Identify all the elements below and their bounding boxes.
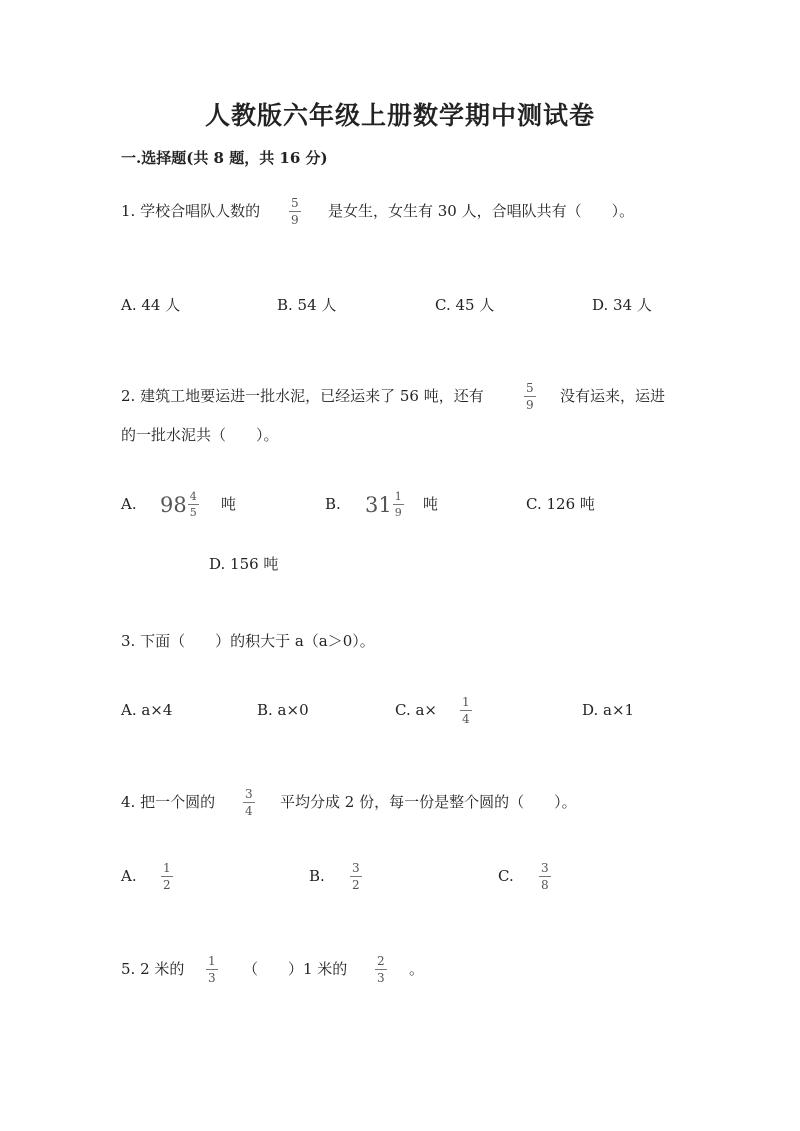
q2-option-a-denominator: 5 [189, 506, 197, 519]
q2-option-a-numerator: 4 [189, 490, 197, 503]
q5-fraction-2 [375, 955, 387, 984]
q4-option-b-label[interactable]: B. [309, 867, 325, 885]
q2-option-a-whole: 98 [160, 492, 187, 517]
q1-option-d[interactable]: D. 34 人 [592, 296, 652, 314]
q5-stem-cont: （ ）1 米的 [243, 960, 348, 978]
q2-fraction [524, 382, 536, 411]
q4-stem-cont: 平均分成 2 份，每一份是整个圆的（ ）。 [280, 793, 577, 811]
q2-option-b-numerator: 1 [394, 490, 402, 503]
q2-option-a-fraction [188, 491, 199, 518]
q4-option-c-numerator: 3 [541, 861, 549, 875]
q5-stem: 5. 2 米的 [121, 960, 185, 978]
q2-option-b-whole: 31 [365, 492, 392, 517]
q1-fraction-numerator: 5 [291, 196, 299, 210]
q2-fraction-numerator: 5 [526, 381, 534, 395]
section-heading: 一.选择题(共 8 题，共 16 分) [121, 149, 328, 167]
q5-fraction-2-numerator: 2 [377, 954, 385, 968]
q4-option-a-label[interactable]: A. [121, 867, 137, 885]
q4-fraction-numerator: 3 [245, 787, 253, 801]
q2-option-d[interactable]: D. 156 吨 [209, 555, 279, 573]
q4-option-c-fraction[interactable] [539, 862, 551, 891]
q3-option-c-denominator: 4 [462, 712, 470, 726]
q2-stem-cont: 没有运来，运进 [560, 387, 666, 405]
q1-stem-cont: 是女生，女生有 30 人，合唱队共有（ ）。 [328, 202, 635, 220]
q2-option-a-unit: 吨 [221, 495, 237, 513]
q3-option-b[interactable]: B. a×0 [257, 701, 309, 719]
q1-fraction-denominator: 9 [291, 213, 299, 227]
q3-option-d[interactable]: D. a×1 [582, 701, 635, 719]
q2-option-a-label[interactable]: A. [121, 495, 137, 513]
q2-option-c[interactable]: C. 126 吨 [526, 495, 595, 513]
q5-fraction-1-numerator: 1 [208, 954, 216, 968]
q2-option-b-unit: 吨 [423, 495, 439, 513]
q3-option-c[interactable]: C. a× [395, 701, 437, 719]
q3-stem: 3. 下面（ ）的积大于 a（a＞0）。 [121, 632, 375, 650]
q4-option-b-numerator: 3 [352, 861, 360, 875]
q1-option-c[interactable]: C. 45 人 [435, 296, 495, 314]
q4-option-a-numerator: 1 [163, 861, 171, 875]
q4-stem: 4. 把一个圆的 [121, 793, 216, 811]
q4-option-a-denominator: 2 [163, 878, 171, 892]
q1-fraction [289, 197, 301, 226]
q2-fraction-denominator: 9 [526, 398, 534, 412]
q5-fraction-1-denominator: 3 [208, 971, 216, 985]
q4-fraction [243, 788, 255, 817]
q4-option-b-denominator: 2 [352, 878, 360, 892]
q2-option-a-mixed-number[interactable] [160, 491, 199, 518]
q2-option-b-mixed-number[interactable] [365, 491, 404, 518]
q3-option-a[interactable]: A. a×4 [121, 701, 173, 719]
q2-stem-line2: 的一批水泥共（ ）。 [121, 426, 279, 444]
q4-option-c-label[interactable]: C. [498, 867, 514, 885]
q2-option-b-label[interactable]: B. [325, 495, 341, 513]
q1-option-a[interactable]: A. 44 人 [121, 296, 181, 314]
q2-stem: 2. 建筑工地要运进一批水泥，已经运来了 56 吨，还有 [121, 387, 484, 405]
q1-option-b[interactable]: B. 54 人 [277, 296, 337, 314]
q3-option-c-numerator: 1 [462, 695, 470, 709]
q5-fraction-2-denominator: 3 [377, 971, 385, 985]
q3-option-c-fraction [460, 696, 472, 725]
q4-option-c-denominator: 8 [541, 878, 549, 892]
q5-stem-end: 。 [409, 960, 425, 978]
q4-option-a-fraction[interactable] [161, 862, 173, 891]
q4-option-b-fraction[interactable] [350, 862, 362, 891]
q1-stem: 1. 学校合唱队人数的 [121, 202, 261, 220]
page-title: 人教版六年级上册数学期中测试卷 [204, 101, 595, 130]
q2-option-b-denominator: 9 [394, 506, 402, 519]
q2-option-b-fraction [393, 491, 404, 518]
q4-fraction-denominator: 4 [245, 804, 253, 818]
q5-fraction-1 [206, 955, 218, 984]
